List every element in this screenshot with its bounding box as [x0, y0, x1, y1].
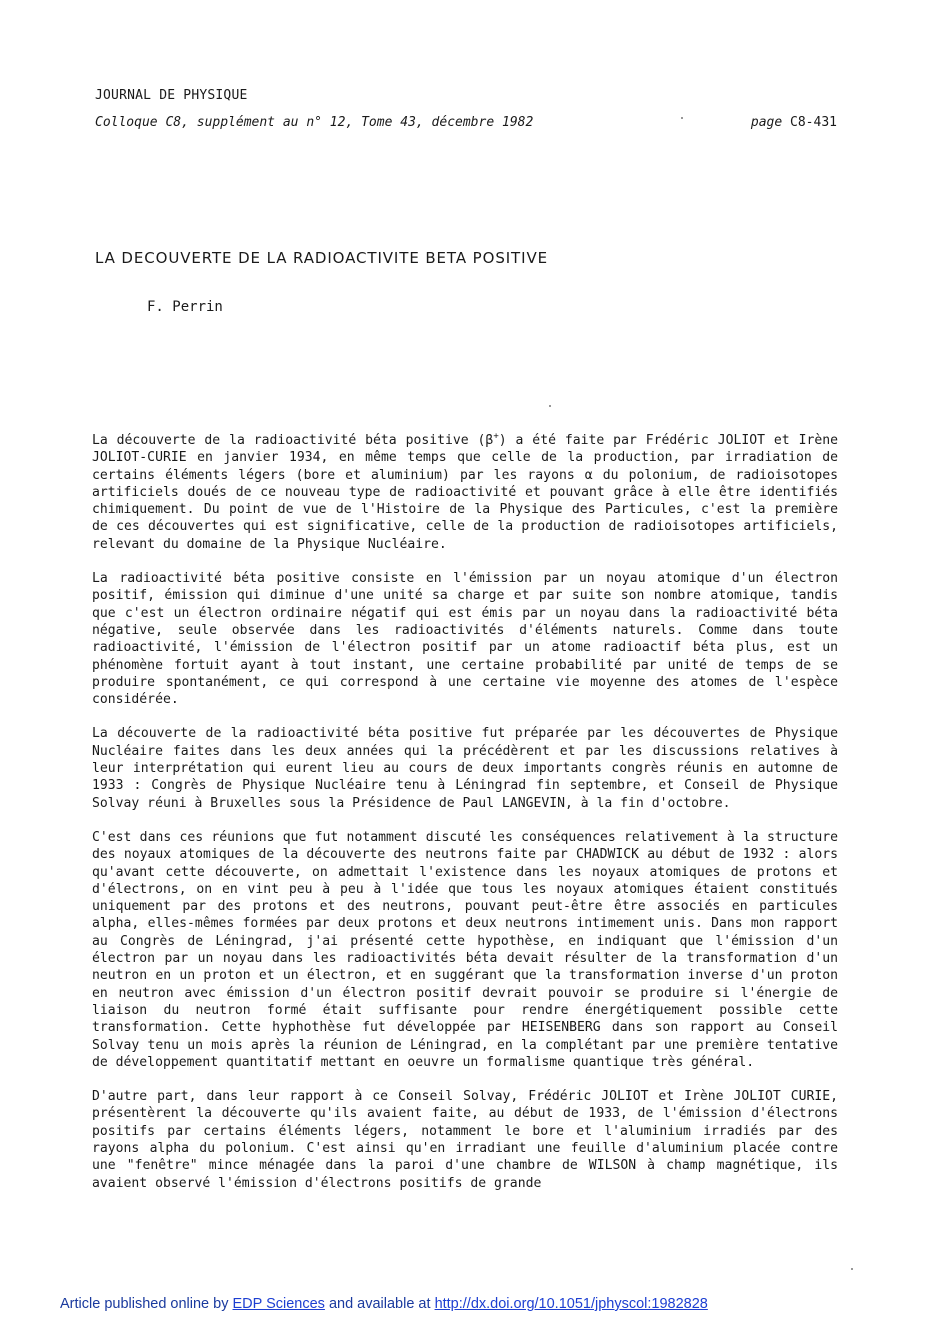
- beta-plus-superscript: +: [493, 431, 499, 442]
- paragraph-1-start: La découverte de la radioactivité béta positive (β: [92, 433, 494, 448]
- page-number: C8-431: [790, 115, 837, 130]
- journal-name: JOURNAL DE PHYSIQUE: [95, 88, 248, 103]
- page-reference: [751, 115, 837, 130]
- paragraph-4: C'est dans ces réunions que fut notamment discuté les conséquences relativement à la structure des noyaux atomiques de la découverte des neutrons faite par CHADWICK au début de 1932 : alors qu'avant cette découverte, on admettait l'existence dans les noyaux atomiques de protons et d'électrons, on en vint peu à peu à l'idée que tous les noyaux atomiques étaient constitués uniquement par des protons et des neutrons, pouvant peut-être être associés en particules alpha, elles-mêmes formées par deux protons et deux neutrons intimement unis. Dans mon rapport au Congrès de Léningrad, j'ai présenté cette hypothèse, en indiquant que l'émission d'un électron par un noyau dans les radioactivités béta devait résulter de la transformation d'un neutron en un proton et un électron, et en suggérant que la transformation inverse d'un proton en neutron avec émission d'un électron positif devrait pouvoir se produire si l'énergie de liaison du neutron formé était suffisante pour rendre énergétiquement possible cette transformation. Cette hyphothèse fut développée par HEISENBERG dans son rapport au Conseil Solvay tenu un mois après la réunion de Léningrad, en la complétant par une première tentative de développement quantitatif mettant en oeuvre un formalisme quantique très général.: [92, 829, 838, 1070]
- footer-citation: [60, 1296, 708, 1312]
- colloque-reference: Colloque C8, supplément au n° 12, Tome 43, décembre 1982: [95, 115, 534, 130]
- article-author: F. Perrin: [147, 299, 223, 315]
- page-label: page: [750, 115, 783, 130]
- scan-speck: [549, 405, 551, 407]
- publisher-link[interactable]: EDP Sciences: [232, 1296, 325, 1312]
- article-body: [92, 432, 838, 1209]
- doi-link[interactable]: http://dx.doi.org/10.1051/jphyscol:1982828: [434, 1296, 708, 1312]
- paragraph-1: [92, 432, 838, 553]
- paragraph-3: La découverte de la radioactivité béta positive fut préparée par les découvertes de Physique Nucléaire faites dans les deux années qui la précédèrent et par les discussions relatives à leur interprétation qui eurent lieu au cours de deux importants congrès réunis en automne de 1933 : Congrès de Physique Nucléaire tenu à Léningrad fin septembre, et Conseil de Physique Solvay réuni à Bruxelles sous la Présidence de Paul LANGEVIN, à la fin d'octobre.: [92, 726, 838, 811]
- scan-speck: [681, 117, 683, 119]
- footer-prefix: Article published online by: [60, 1296, 233, 1312]
- paragraph-1-rest: ) a été faite par Frédéric JOLIOT et Irène JOLIOT-CURIE en janvier 1934, en même temps que celle de la production, par irradiation de certains éléments légers (bore et aluminium) par les rayons α du polonium, de radioisotopes artificiels doués de ce nouveau type de radioactivité et pouvant grâce à elle être identifiés chimiquement. Du point de vue de l'Histoire de la Physique des Particules, c'est la première de ces découvertes qui est significative, celle de la production de radioisotopes artificiels, relevant du domaine de la Physique Nucléaire.: [92, 433, 838, 552]
- paragraph-5: D'autre part, dans leur rapport à ce Conseil Solvay, Frédéric JOLIOT et Irène JOLIOT CURIE, présentèrent la découverte qu'ils avaient faite, au début de 1933, de l'émission d'électrons positifs par certains éléments légers, notamment le bore et l'aluminium irradiés par des rayons alpha du polonium. C'est ainsi qu'en irradiant une feuille d'aluminium placée contre une "fenêtre" mince ménagée dans la paroi d'une chambre de WILSON à champ magnétique, ils avaient observé l'émission d'électrons positifs de grande: [92, 1089, 838, 1191]
- scan-speck: [851, 1268, 853, 1270]
- footer-middle: and available at: [324, 1296, 435, 1312]
- article-title: LA DECOUVERTE DE LA RADIOACTIVITE BETA POSITIVE: [95, 249, 548, 267]
- paragraph-2: La radioactivité béta positive consiste en l'émission par un noyau atomique d'un électron positif, émission qui diminue d'une unité sa charge et par suite son nombre atomique, tandis que c'est un électron ordinaire négatif qui est émis par un noyau dans la radioactivité béta négative, seule observée dans les radioactivités d'éléments naturels. Comme dans toute radioactivité, l'émission de l'électron positif par un atome radioactif béta plus, est un phénomène fortuit ayant à tout instant, une certaine probabilité par unité de temps de se produire spontanément, ce qui correspond à une certaine vie moyenne des atomes de l'espèce considérée.: [92, 571, 838, 708]
